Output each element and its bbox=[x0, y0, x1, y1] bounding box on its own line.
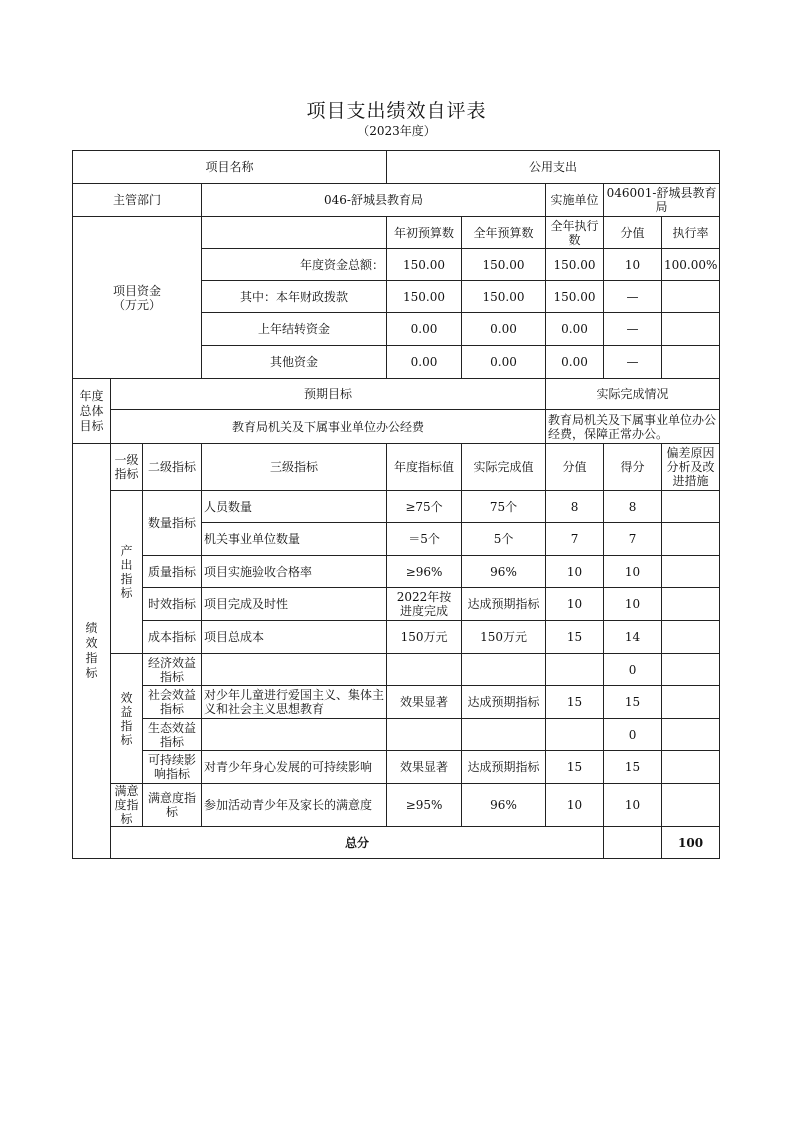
target-cell bbox=[387, 719, 462, 751]
level3-cell: 对青少年身心发展的可持续影响 bbox=[202, 751, 387, 784]
total-value: 100 bbox=[662, 827, 720, 859]
funds-rate: 100.00% bbox=[662, 249, 720, 281]
actual-cell: 75个 bbox=[462, 491, 546, 523]
project-name-label: 项目名称 bbox=[73, 151, 387, 184]
page-subtitle: （2023年度） bbox=[357, 124, 436, 138]
funds-executed: 150.00 bbox=[546, 281, 604, 313]
level3-cell: 项目完成及时性 bbox=[202, 588, 387, 621]
indicator-row bbox=[73, 621, 720, 654]
total-blank bbox=[604, 827, 662, 859]
indicator-header-actual: 实际完成值 bbox=[462, 444, 546, 491]
funds-row-label: 上年结转资金 bbox=[202, 313, 387, 346]
level2-timeliness: 时效指标 bbox=[143, 588, 202, 621]
value-cell: 10 bbox=[546, 556, 604, 588]
indicator-header-level1: 一级指标 bbox=[111, 444, 143, 491]
value-cell: 7 bbox=[546, 523, 604, 556]
funds-header-annual: 全年预算数 bbox=[462, 217, 546, 249]
funds-annual: 150.00 bbox=[462, 249, 546, 281]
level3-cell bbox=[202, 654, 387, 686]
level3-cell: 项目实施验收合格率 bbox=[202, 556, 387, 588]
score-cell: 8 bbox=[604, 491, 662, 523]
level1-output: 产出指标 bbox=[111, 491, 143, 654]
goals-header-row bbox=[73, 379, 720, 410]
funds-score-value: — bbox=[604, 281, 662, 313]
value-cell bbox=[546, 719, 604, 751]
funds-score-value: 10 bbox=[604, 249, 662, 281]
actual-cell: 达成预期指标 bbox=[462, 588, 546, 621]
total-label: 总分 bbox=[111, 827, 604, 859]
level3-cell: 参加活动青少年及家长的满意度 bbox=[202, 784, 387, 827]
note-cell bbox=[662, 588, 720, 621]
funds-executed: 150.00 bbox=[546, 249, 604, 281]
indicator-row bbox=[73, 751, 720, 784]
indicator-header-row bbox=[73, 444, 720, 491]
actual-cell: 96% bbox=[462, 556, 546, 588]
funds-rate bbox=[662, 281, 720, 313]
goals-actual-header: 实际完成情况 bbox=[546, 379, 720, 410]
actual-cell: 150万元 bbox=[462, 621, 546, 654]
level3-cell: 人员数量 bbox=[202, 491, 387, 523]
unit-label: 实施单位 bbox=[546, 184, 604, 217]
score-cell: 15 bbox=[604, 686, 662, 719]
department-row bbox=[73, 184, 720, 217]
target-cell: 2022年按进度完成 bbox=[387, 588, 462, 621]
funds-row-label: 其他资金 bbox=[202, 346, 387, 379]
score-cell: 7 bbox=[604, 523, 662, 556]
dept-value: 046-舒城县教育局 bbox=[202, 184, 546, 217]
value-cell: 10 bbox=[546, 588, 604, 621]
score-cell: 10 bbox=[604, 588, 662, 621]
total-row bbox=[73, 827, 720, 859]
funds-annual: 0.00 bbox=[462, 313, 546, 346]
score-cell: 15 bbox=[604, 751, 662, 784]
indicator-header-level3: 三级指标 bbox=[202, 444, 387, 491]
target-cell: 效果显著 bbox=[387, 686, 462, 719]
note-cell bbox=[662, 491, 720, 523]
page-title: 项目支出绩效自评表 bbox=[306, 100, 487, 122]
level2-ecological: 生态效益指标 bbox=[143, 719, 202, 751]
note-cell bbox=[662, 621, 720, 654]
actual-cell: 达成预期指标 bbox=[462, 686, 546, 719]
project-name-row bbox=[73, 151, 720, 184]
level2-economic: 经济效益指标 bbox=[143, 654, 202, 686]
level3-cell: 机关事业单位数量 bbox=[202, 523, 387, 556]
level2-sustainable: 可持续影响指标 bbox=[143, 751, 202, 784]
note-cell bbox=[662, 719, 720, 751]
indicator-row bbox=[73, 491, 720, 523]
level3-cell bbox=[202, 719, 387, 751]
funds-header-executed: 全年执行数 bbox=[546, 217, 604, 249]
indicator-header-level2: 二级指标 bbox=[143, 444, 202, 491]
level2-quantity: 数量指标 bbox=[143, 491, 202, 556]
note-cell bbox=[662, 751, 720, 784]
target-cell: ＝5个 bbox=[387, 523, 462, 556]
project-name-value: 公用支出 bbox=[387, 151, 720, 184]
funds-header-blank bbox=[202, 217, 387, 249]
indicator-row bbox=[73, 588, 720, 621]
level3-cell: 对少年儿童进行爱国主义、集体主义和社会主义思想教育 bbox=[202, 686, 387, 719]
funds-annual: 150.00 bbox=[462, 281, 546, 313]
funds-score-value: — bbox=[604, 346, 662, 379]
target-cell: ≥75个 bbox=[387, 491, 462, 523]
actual-cell: 达成预期指标 bbox=[462, 751, 546, 784]
level3-cell: 项目总成本 bbox=[202, 621, 387, 654]
indicator-row bbox=[73, 686, 720, 719]
value-cell: 15 bbox=[546, 686, 604, 719]
funds-header-row bbox=[73, 217, 720, 249]
score-cell: 0 bbox=[604, 654, 662, 686]
funds-rate bbox=[662, 313, 720, 346]
indicator-header-note: 偏差原因分析及改进措施 bbox=[662, 444, 720, 491]
indicator-row bbox=[73, 654, 720, 686]
target-cell bbox=[387, 654, 462, 686]
indicator-row bbox=[73, 719, 720, 751]
funds-row-label: 年度资金总额： bbox=[202, 249, 387, 281]
level2-satisfaction: 满意度指标 bbox=[143, 784, 202, 827]
indicator-header-target: 年度指标值 bbox=[387, 444, 462, 491]
indicators-label: 绩效指标 bbox=[73, 444, 111, 859]
level1-benefit: 效益指标 bbox=[111, 654, 143, 784]
funds-label: 项目资金 （万元） bbox=[73, 217, 202, 379]
evaluation-table bbox=[72, 150, 720, 859]
level2-social: 社会效益指标 bbox=[143, 686, 202, 719]
funds-rate bbox=[662, 346, 720, 379]
target-cell: 效果显著 bbox=[387, 751, 462, 784]
funds-initial: 150.00 bbox=[387, 281, 462, 313]
actual-cell: 96% bbox=[462, 784, 546, 827]
level2-cost: 成本指标 bbox=[143, 621, 202, 654]
score-cell: 14 bbox=[604, 621, 662, 654]
note-cell bbox=[662, 686, 720, 719]
level1-satisfaction: 满意度指标 bbox=[111, 784, 143, 827]
note-cell bbox=[662, 556, 720, 588]
funds-header-rate: 执行率 bbox=[662, 217, 720, 249]
score-cell: 10 bbox=[604, 784, 662, 827]
goals-expected-header: 预期目标 bbox=[111, 379, 546, 410]
value-cell: 15 bbox=[546, 621, 604, 654]
goals-content-row bbox=[73, 410, 720, 444]
funds-header-score-value: 分值 bbox=[604, 217, 662, 249]
funds-initial: 0.00 bbox=[387, 313, 462, 346]
funds-initial: 0.00 bbox=[387, 346, 462, 379]
funds-executed: 0.00 bbox=[546, 313, 604, 346]
score-cell: 0 bbox=[604, 719, 662, 751]
funds-initial: 150.00 bbox=[387, 249, 462, 281]
score-cell: 10 bbox=[604, 556, 662, 588]
funds-annual: 0.00 bbox=[462, 346, 546, 379]
funds-row-label: 其中：本年财政拨款 bbox=[202, 281, 387, 313]
actual-cell: 5个 bbox=[462, 523, 546, 556]
funds-header-initial: 年初预算数 bbox=[387, 217, 462, 249]
indicator-header-value: 分值 bbox=[546, 444, 604, 491]
target-cell: ≥96% bbox=[387, 556, 462, 588]
target-cell: ≥95% bbox=[387, 784, 462, 827]
target-cell: 150万元 bbox=[387, 621, 462, 654]
goals-actual: 教育局机关及下属事业单位办公经费，保障正常办公。 bbox=[546, 410, 720, 444]
dept-label: 主管部门 bbox=[73, 184, 202, 217]
value-cell: 15 bbox=[546, 751, 604, 784]
value-cell bbox=[546, 654, 604, 686]
value-cell: 8 bbox=[546, 491, 604, 523]
note-cell bbox=[662, 654, 720, 686]
indicator-row bbox=[73, 556, 720, 588]
note-cell bbox=[662, 784, 720, 827]
note-cell bbox=[662, 523, 720, 556]
funds-score-value: — bbox=[604, 313, 662, 346]
actual-cell bbox=[462, 654, 546, 686]
funds-executed: 0.00 bbox=[546, 346, 604, 379]
indicator-header-score: 得分 bbox=[604, 444, 662, 491]
actual-cell bbox=[462, 719, 546, 751]
goals-label: 年度总体目标 bbox=[73, 379, 111, 444]
unit-value: 046001-舒城县教育局 bbox=[604, 184, 720, 217]
level2-quality: 质量指标 bbox=[143, 556, 202, 588]
value-cell: 10 bbox=[546, 784, 604, 827]
goals-expected: 教育局机关及下属事业单位办公经费 bbox=[111, 410, 546, 444]
indicator-row bbox=[73, 784, 720, 827]
